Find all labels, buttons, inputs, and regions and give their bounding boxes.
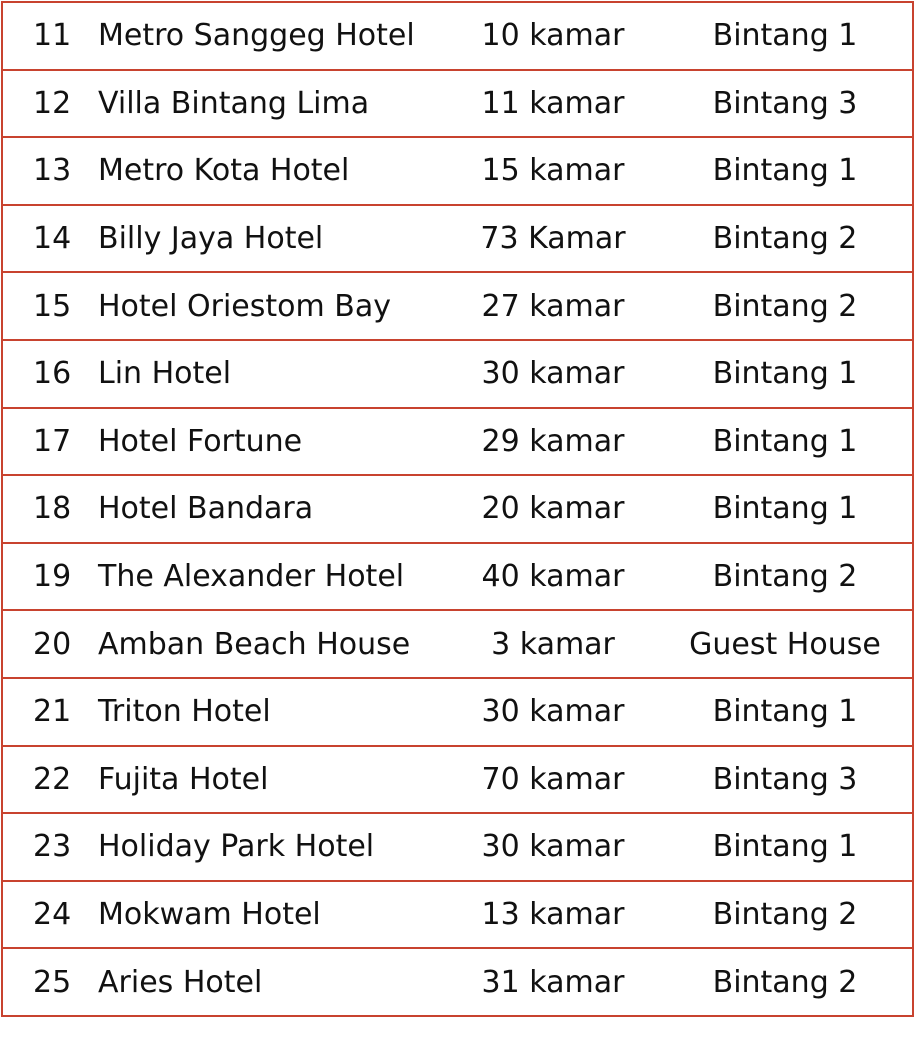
hotel-class: Bintang 1 <box>658 2 913 70</box>
hotel-class: Bintang 1 <box>658 678 913 746</box>
row-number: 18 <box>2 475 98 543</box>
hotel-name: The Alexander Hotel <box>98 543 448 611</box>
table-row <box>2 475 913 543</box>
row-number: 17 <box>2 408 98 476</box>
hotel-class: Bintang 1 <box>658 340 913 408</box>
table-row <box>2 678 913 746</box>
hotel-class: Bintang 1 <box>658 408 913 476</box>
hotel-name: Amban Beach House <box>98 610 448 678</box>
table-row <box>2 272 913 340</box>
hotel-name: Villa Bintang Lima <box>98 70 448 138</box>
room-count: 13 kamar <box>448 881 658 949</box>
table-row <box>2 70 913 138</box>
hotel-name: Hotel Bandara <box>98 475 448 543</box>
table-row <box>2 746 913 814</box>
room-count: 27 kamar <box>448 272 658 340</box>
table-row <box>2 881 913 949</box>
room-count: 30 kamar <box>448 813 658 881</box>
room-count: 11 kamar <box>448 70 658 138</box>
hotel-name: Holiday Park Hotel <box>98 813 448 881</box>
row-number: 13 <box>2 137 98 205</box>
row-number: 21 <box>2 678 98 746</box>
hotel-table-body <box>2 2 913 1016</box>
hotel-class: Bintang 3 <box>658 746 913 814</box>
hotel-class: Bintang 1 <box>658 475 913 543</box>
table-row <box>2 948 913 1016</box>
room-count: 40 kamar <box>448 543 658 611</box>
hotel-class: Bintang 2 <box>658 205 913 273</box>
hotel-class: Bintang 3 <box>658 70 913 138</box>
row-number: 14 <box>2 205 98 273</box>
room-count: 30 kamar <box>448 340 658 408</box>
hotel-name: Triton Hotel <box>98 678 448 746</box>
table-row <box>2 813 913 881</box>
hotel-class: Guest House <box>658 610 913 678</box>
row-number: 16 <box>2 340 98 408</box>
room-count: 70 kamar <box>448 746 658 814</box>
hotel-name: Metro Kota Hotel <box>98 137 448 205</box>
hotel-name: Hotel Oriestom Bay <box>98 272 448 340</box>
room-count: 15 kamar <box>448 137 658 205</box>
row-number: 15 <box>2 272 98 340</box>
row-number: 24 <box>2 881 98 949</box>
table-row <box>2 137 913 205</box>
hotel-class: Bintang 1 <box>658 137 913 205</box>
table-row <box>2 340 913 408</box>
hotel-class: Bintang 2 <box>658 881 913 949</box>
row-number: 19 <box>2 543 98 611</box>
hotel-class: Bintang 2 <box>658 543 913 611</box>
hotel-name: Billy Jaya Hotel <box>98 205 448 273</box>
table-row <box>2 408 913 476</box>
table-row <box>2 205 913 273</box>
hotel-class: Bintang 2 <box>658 272 913 340</box>
row-number: 22 <box>2 746 98 814</box>
hotel-name: Mokwam Hotel <box>98 881 448 949</box>
table-row <box>2 610 913 678</box>
table-row <box>2 2 913 70</box>
hotel-name: Hotel Fortune <box>98 408 448 476</box>
hotel-table <box>1 1 914 1017</box>
room-count: 31 kamar <box>448 948 658 1016</box>
room-count: 10 kamar <box>448 2 658 70</box>
hotel-name: Fujita Hotel <box>98 746 448 814</box>
row-number: 20 <box>2 610 98 678</box>
hotel-class: Bintang 2 <box>658 948 913 1016</box>
table-row <box>2 543 913 611</box>
hotel-class: Bintang 1 <box>658 813 913 881</box>
row-number: 23 <box>2 813 98 881</box>
hotel-name: Metro Sanggeg Hotel <box>98 2 448 70</box>
room-count: 30 kamar <box>448 678 658 746</box>
room-count: 73 Kamar <box>448 205 658 273</box>
room-count: 29 kamar <box>448 408 658 476</box>
hotel-name: Aries Hotel <box>98 948 448 1016</box>
row-number: 25 <box>2 948 98 1016</box>
row-number: 11 <box>2 2 98 70</box>
room-count: 20 kamar <box>448 475 658 543</box>
room-count: 3 kamar <box>448 610 658 678</box>
hotel-name: Lin Hotel <box>98 340 448 408</box>
row-number: 12 <box>2 70 98 138</box>
